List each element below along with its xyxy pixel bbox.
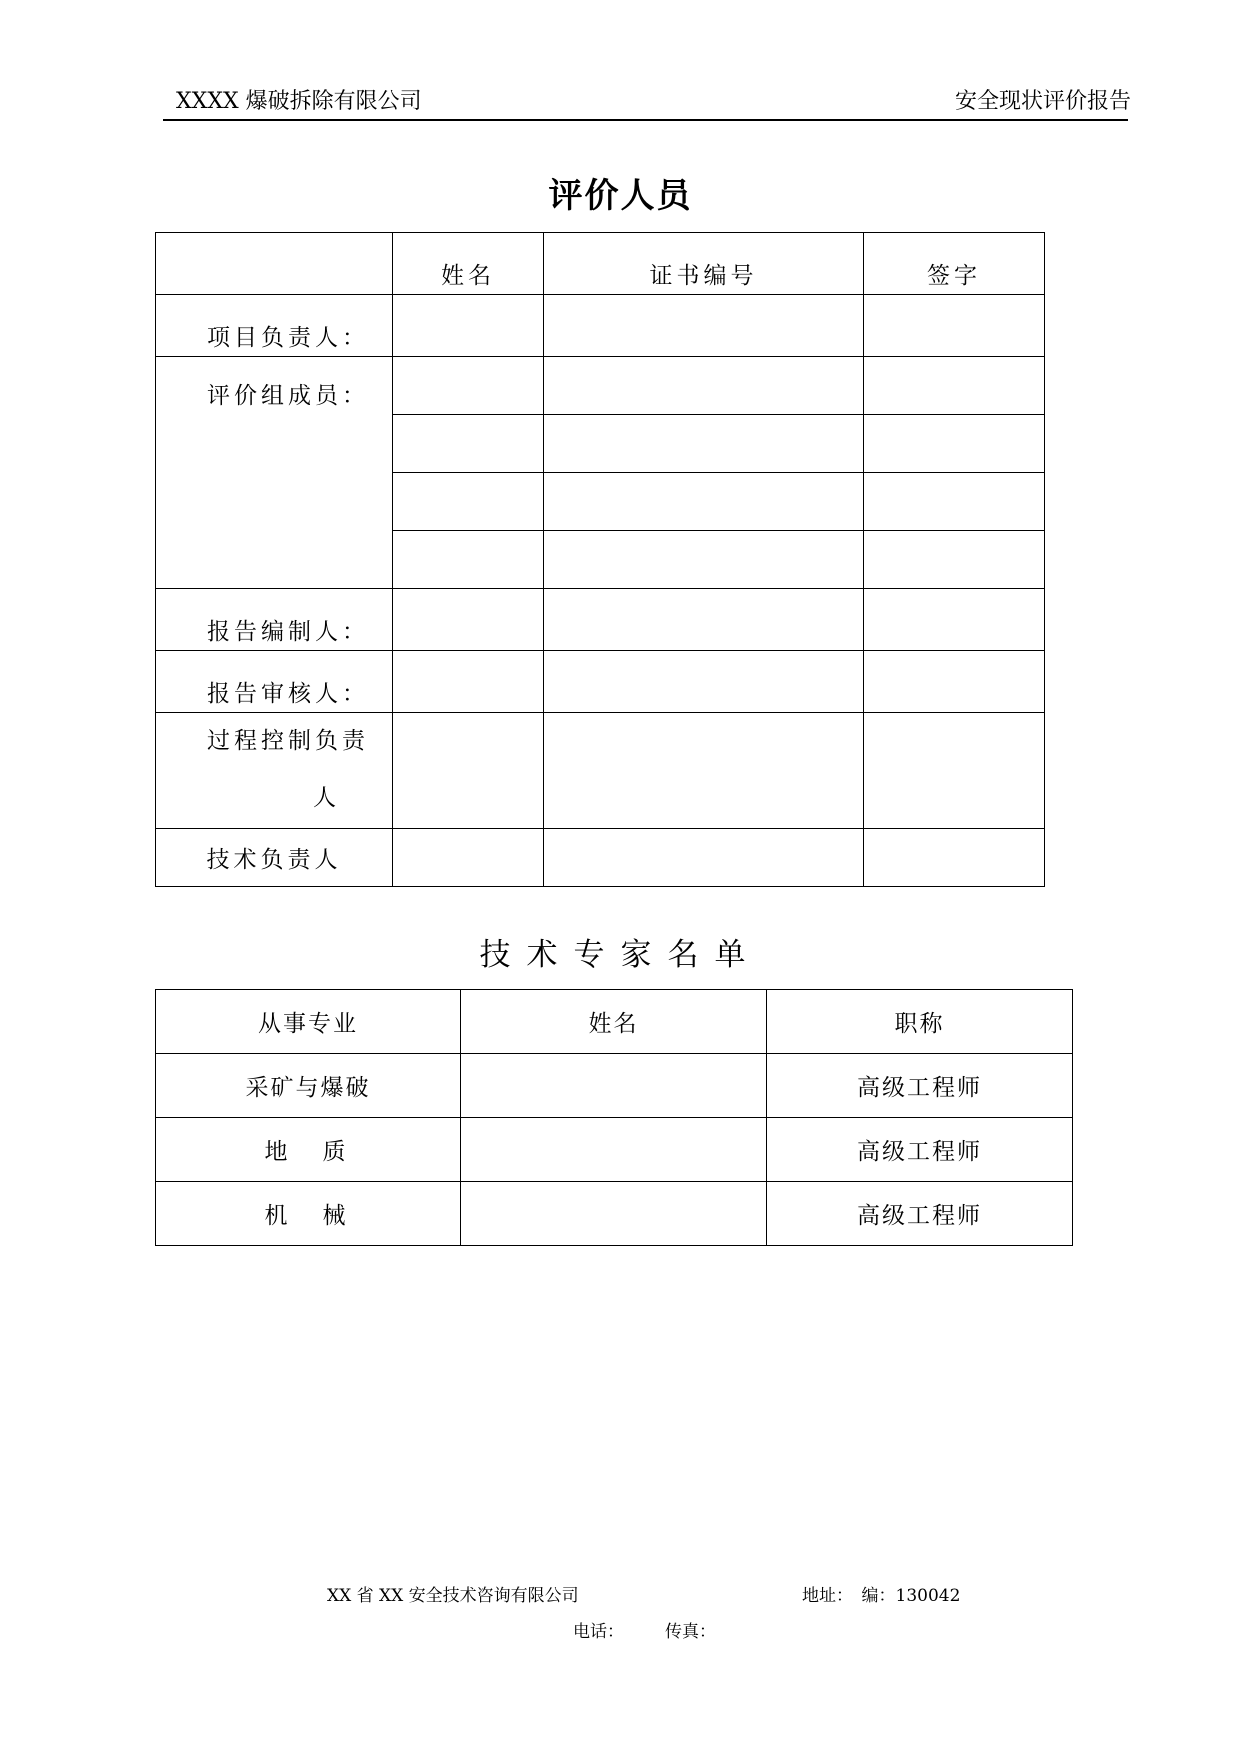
name-cell [393, 473, 544, 531]
expert-title: 高级工程师 [767, 1054, 1073, 1118]
signature-cell [864, 473, 1045, 531]
column-header-signature: 签字 [864, 233, 1045, 295]
table-row [156, 1118, 1073, 1182]
table-row [156, 357, 1045, 415]
role-process-control [156, 713, 393, 829]
experts-table [155, 989, 1073, 1246]
footer-address-postcode: 地址： 编：130042 [802, 1586, 961, 1606]
expert-title: 高级工程师 [767, 1182, 1073, 1246]
certificate-cell [544, 531, 864, 589]
expert-name [461, 1182, 767, 1246]
signature-cell [864, 357, 1045, 415]
name-cell [393, 589, 544, 651]
name-cell [393, 829, 544, 887]
signature-cell [864, 651, 1045, 713]
footer-fax: 传真： [665, 1622, 716, 1642]
table-row [156, 1054, 1073, 1118]
role-tech-lead: 技术负责人 [156, 829, 393, 887]
experts-title: 技术专家名单 [479, 937, 762, 973]
name-cell [393, 415, 544, 473]
column-header-name: 姓名 [461, 990, 767, 1054]
evaluators-table [155, 232, 1045, 887]
signature-cell [864, 295, 1045, 357]
role-reviewer: 报告审核人： [156, 651, 393, 713]
table-row [156, 713, 1045, 829]
evaluators-header-blank [156, 233, 393, 295]
signature-cell [864, 829, 1045, 887]
column-header-title: 职称 [767, 990, 1073, 1054]
table-row [156, 295, 1045, 357]
name-cell [393, 357, 544, 415]
expert-name [461, 1054, 767, 1118]
expert-name [461, 1118, 767, 1182]
signature-cell [864, 589, 1045, 651]
experts-header-row [156, 990, 1073, 1054]
signature-cell [864, 415, 1045, 473]
certificate-cell [544, 651, 864, 713]
certificate-cell [544, 713, 864, 829]
name-cell [393, 651, 544, 713]
expert-field: 机 械 [156, 1182, 461, 1246]
role-project-lead: 项目负责人： [156, 295, 393, 357]
header-rule [163, 119, 1128, 121]
signature-cell [864, 531, 1045, 589]
column-header-certificate: 证书编号 [544, 233, 864, 295]
certificate-cell [544, 295, 864, 357]
role-members: 评价组成员： [156, 357, 393, 589]
role-process-control-line2: 人 [313, 785, 340, 811]
certificate-cell [544, 473, 864, 531]
certificate-cell [544, 357, 864, 415]
header-company: XXXX 爆破拆除有限公司 [176, 89, 422, 114]
footer-phone: 电话： [573, 1622, 624, 1642]
role-process-control-line1: 过程控制负责 [207, 728, 369, 754]
table-row [156, 651, 1045, 713]
name-cell [393, 713, 544, 829]
footer-company: XX 省 XX 安全技术咨询有限公司 [327, 1586, 579, 1606]
certificate-cell [544, 829, 864, 887]
table-row [156, 1182, 1073, 1246]
table-row [156, 589, 1045, 651]
header-report-type: 安全现状评价报告 [954, 89, 1131, 114]
expert-title: 高级工程师 [767, 1118, 1073, 1182]
certificate-cell [544, 415, 864, 473]
column-header-name: 姓名 [393, 233, 544, 295]
role-author: 报告编制人： [156, 589, 393, 651]
signature-cell [864, 713, 1045, 829]
name-cell [393, 295, 544, 357]
name-cell [393, 531, 544, 589]
evaluators-header-row [156, 233, 1045, 295]
column-header-field: 从事专业 [156, 990, 461, 1054]
expert-field: 采矿与爆破 [156, 1054, 461, 1118]
table-row [156, 829, 1045, 887]
certificate-cell [544, 589, 864, 651]
expert-field: 地 质 [156, 1118, 461, 1182]
evaluators-title: 评价人员 [548, 176, 693, 216]
